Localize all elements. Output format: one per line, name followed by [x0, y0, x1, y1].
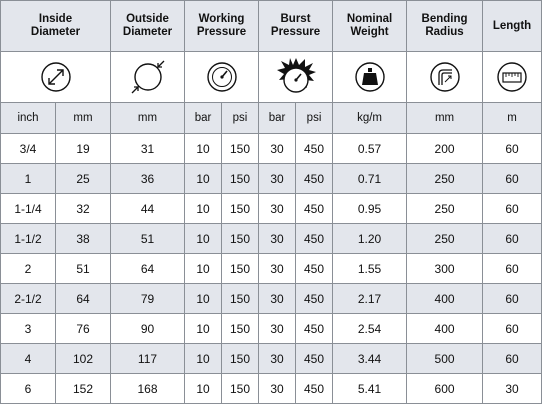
table-cell: 250 — [407, 194, 483, 224]
table-cell: 10 — [185, 254, 222, 284]
table-row — [1, 314, 542, 344]
units-row — [1, 103, 542, 134]
table-row — [1, 164, 542, 194]
table-cell: 30 — [483, 374, 542, 404]
burst-gauge-icon — [259, 52, 333, 103]
table-cell: 450 — [296, 194, 333, 224]
table-cell: 30 — [259, 344, 296, 374]
unit-cell: kg/m — [333, 103, 407, 134]
table-cell: 10 — [185, 344, 222, 374]
table-cell: 10 — [185, 164, 222, 194]
unit-cell: bar — [259, 103, 296, 134]
table-cell: 150 — [222, 344, 259, 374]
table-cell: 10 — [185, 224, 222, 254]
table-cell: 150 — [222, 224, 259, 254]
table-cell: 30 — [259, 314, 296, 344]
unit-cell: psi — [222, 103, 259, 134]
table-cell: 0.95 — [333, 194, 407, 224]
table-cell: 150 — [222, 284, 259, 314]
table-row — [1, 344, 542, 374]
header-row — [1, 1, 542, 52]
table-row — [1, 254, 542, 284]
table-cell: 150 — [222, 134, 259, 164]
table-cell: 38 — [56, 224, 111, 254]
table-cell: 30 — [259, 134, 296, 164]
table-cell: 76 — [56, 314, 111, 344]
table-cell: 2.17 — [333, 284, 407, 314]
table-cell: 2.54 — [333, 314, 407, 344]
table-cell: 150 — [222, 164, 259, 194]
table-cell: 6 — [1, 374, 56, 404]
table-cell: 30 — [259, 284, 296, 314]
table-cell: 64 — [111, 254, 185, 284]
table-cell: 3.44 — [333, 344, 407, 374]
table-cell: 60 — [483, 284, 542, 314]
tape-measure-icon — [483, 52, 542, 103]
table-cell: 60 — [483, 224, 542, 254]
unit-cell: mm — [56, 103, 111, 134]
header-working-pressure: Working Pressure — [185, 1, 259, 52]
header-length: Length — [483, 1, 542, 52]
unit-cell: psi — [296, 103, 333, 134]
table-cell: 400 — [407, 314, 483, 344]
table-cell: 0.71 — [333, 164, 407, 194]
table-cell: 4 — [1, 344, 56, 374]
table-cell: 60 — [483, 344, 542, 374]
table-cell: 51 — [111, 224, 185, 254]
table-cell: 1 — [1, 164, 56, 194]
table-cell: 3/4 — [1, 134, 56, 164]
header-inside-diameter: Inside Diameter — [1, 1, 111, 52]
table-cell: 2 — [1, 254, 56, 284]
unit-cell: m — [483, 103, 542, 134]
table-cell: 600 — [407, 374, 483, 404]
unit-cell: mm — [111, 103, 185, 134]
table-cell: 400 — [407, 284, 483, 314]
table-cell: 64 — [56, 284, 111, 314]
table-cell: 1.55 — [333, 254, 407, 284]
table-cell: 31 — [111, 134, 185, 164]
table-cell: 60 — [483, 194, 542, 224]
header-outside-diameter: Outside Diameter — [111, 1, 185, 52]
outside-diameter-icon — [111, 52, 185, 103]
table-row — [1, 134, 542, 164]
table-cell: 117 — [111, 344, 185, 374]
table-cell: 60 — [483, 164, 542, 194]
table-cell: 150 — [222, 194, 259, 224]
table-cell: 51 — [56, 254, 111, 284]
table-cell: 450 — [296, 254, 333, 284]
table-cell: 90 — [111, 314, 185, 344]
table-cell: 44 — [111, 194, 185, 224]
header-bending-radius: Bending Radius — [407, 1, 483, 52]
table-body — [1, 134, 542, 404]
table-cell: 10 — [185, 284, 222, 314]
table-cell: 168 — [111, 374, 185, 404]
table-cell: 500 — [407, 344, 483, 374]
table-cell: 1.20 — [333, 224, 407, 254]
table-cell: 10 — [185, 314, 222, 344]
table-row — [1, 224, 542, 254]
table-cell: 450 — [296, 164, 333, 194]
table-cell: 25 — [56, 164, 111, 194]
table-cell: 2-1/2 — [1, 284, 56, 314]
table-cell: 1-1/4 — [1, 194, 56, 224]
table-cell: 152 — [56, 374, 111, 404]
weight-icon — [333, 52, 407, 103]
table-row — [1, 194, 542, 224]
table-cell: 200 — [407, 134, 483, 164]
table-cell: 1-1/2 — [1, 224, 56, 254]
table-cell: 250 — [407, 224, 483, 254]
table-cell: 30 — [259, 164, 296, 194]
table-cell: 60 — [483, 134, 542, 164]
table-cell: 60 — [483, 314, 542, 344]
table-cell: 30 — [259, 224, 296, 254]
table-cell: 19 — [56, 134, 111, 164]
table-cell: 30 — [259, 374, 296, 404]
header-burst-pressure: Burst Pressure — [259, 1, 333, 52]
table-cell: 10 — [185, 194, 222, 224]
table-cell: 10 — [185, 134, 222, 164]
table-cell: 36 — [111, 164, 185, 194]
table-row — [1, 374, 542, 404]
table-cell: 79 — [111, 284, 185, 314]
pressure-gauge-icon — [185, 52, 259, 103]
table-cell: 250 — [407, 164, 483, 194]
table-cell: 0.57 — [333, 134, 407, 164]
table-cell: 150 — [222, 314, 259, 344]
table-cell: 102 — [56, 344, 111, 374]
table-cell: 3 — [1, 314, 56, 344]
table-cell: 450 — [296, 314, 333, 344]
table-cell: 450 — [296, 374, 333, 404]
table-cell: 300 — [407, 254, 483, 284]
table-cell: 5.41 — [333, 374, 407, 404]
table-cell: 32 — [56, 194, 111, 224]
table-cell: 30 — [259, 194, 296, 224]
table-cell: 450 — [296, 344, 333, 374]
icon-row — [1, 52, 542, 103]
table-cell: 60 — [483, 254, 542, 284]
bending-radius-icon — [407, 52, 483, 103]
diameter-arrow-icon — [1, 52, 111, 103]
table-cell: 450 — [296, 224, 333, 254]
unit-cell: mm — [407, 103, 483, 134]
unit-cell: bar — [185, 103, 222, 134]
table-cell: 450 — [296, 134, 333, 164]
table-cell: 30 — [259, 254, 296, 284]
unit-cell: inch — [1, 103, 56, 134]
table-cell: 150 — [222, 374, 259, 404]
table-cell: 10 — [185, 374, 222, 404]
table-row — [1, 284, 542, 314]
table-cell: 150 — [222, 254, 259, 284]
table-cell: 450 — [296, 284, 333, 314]
header-nominal-weight: Nominal Weight — [333, 1, 407, 52]
